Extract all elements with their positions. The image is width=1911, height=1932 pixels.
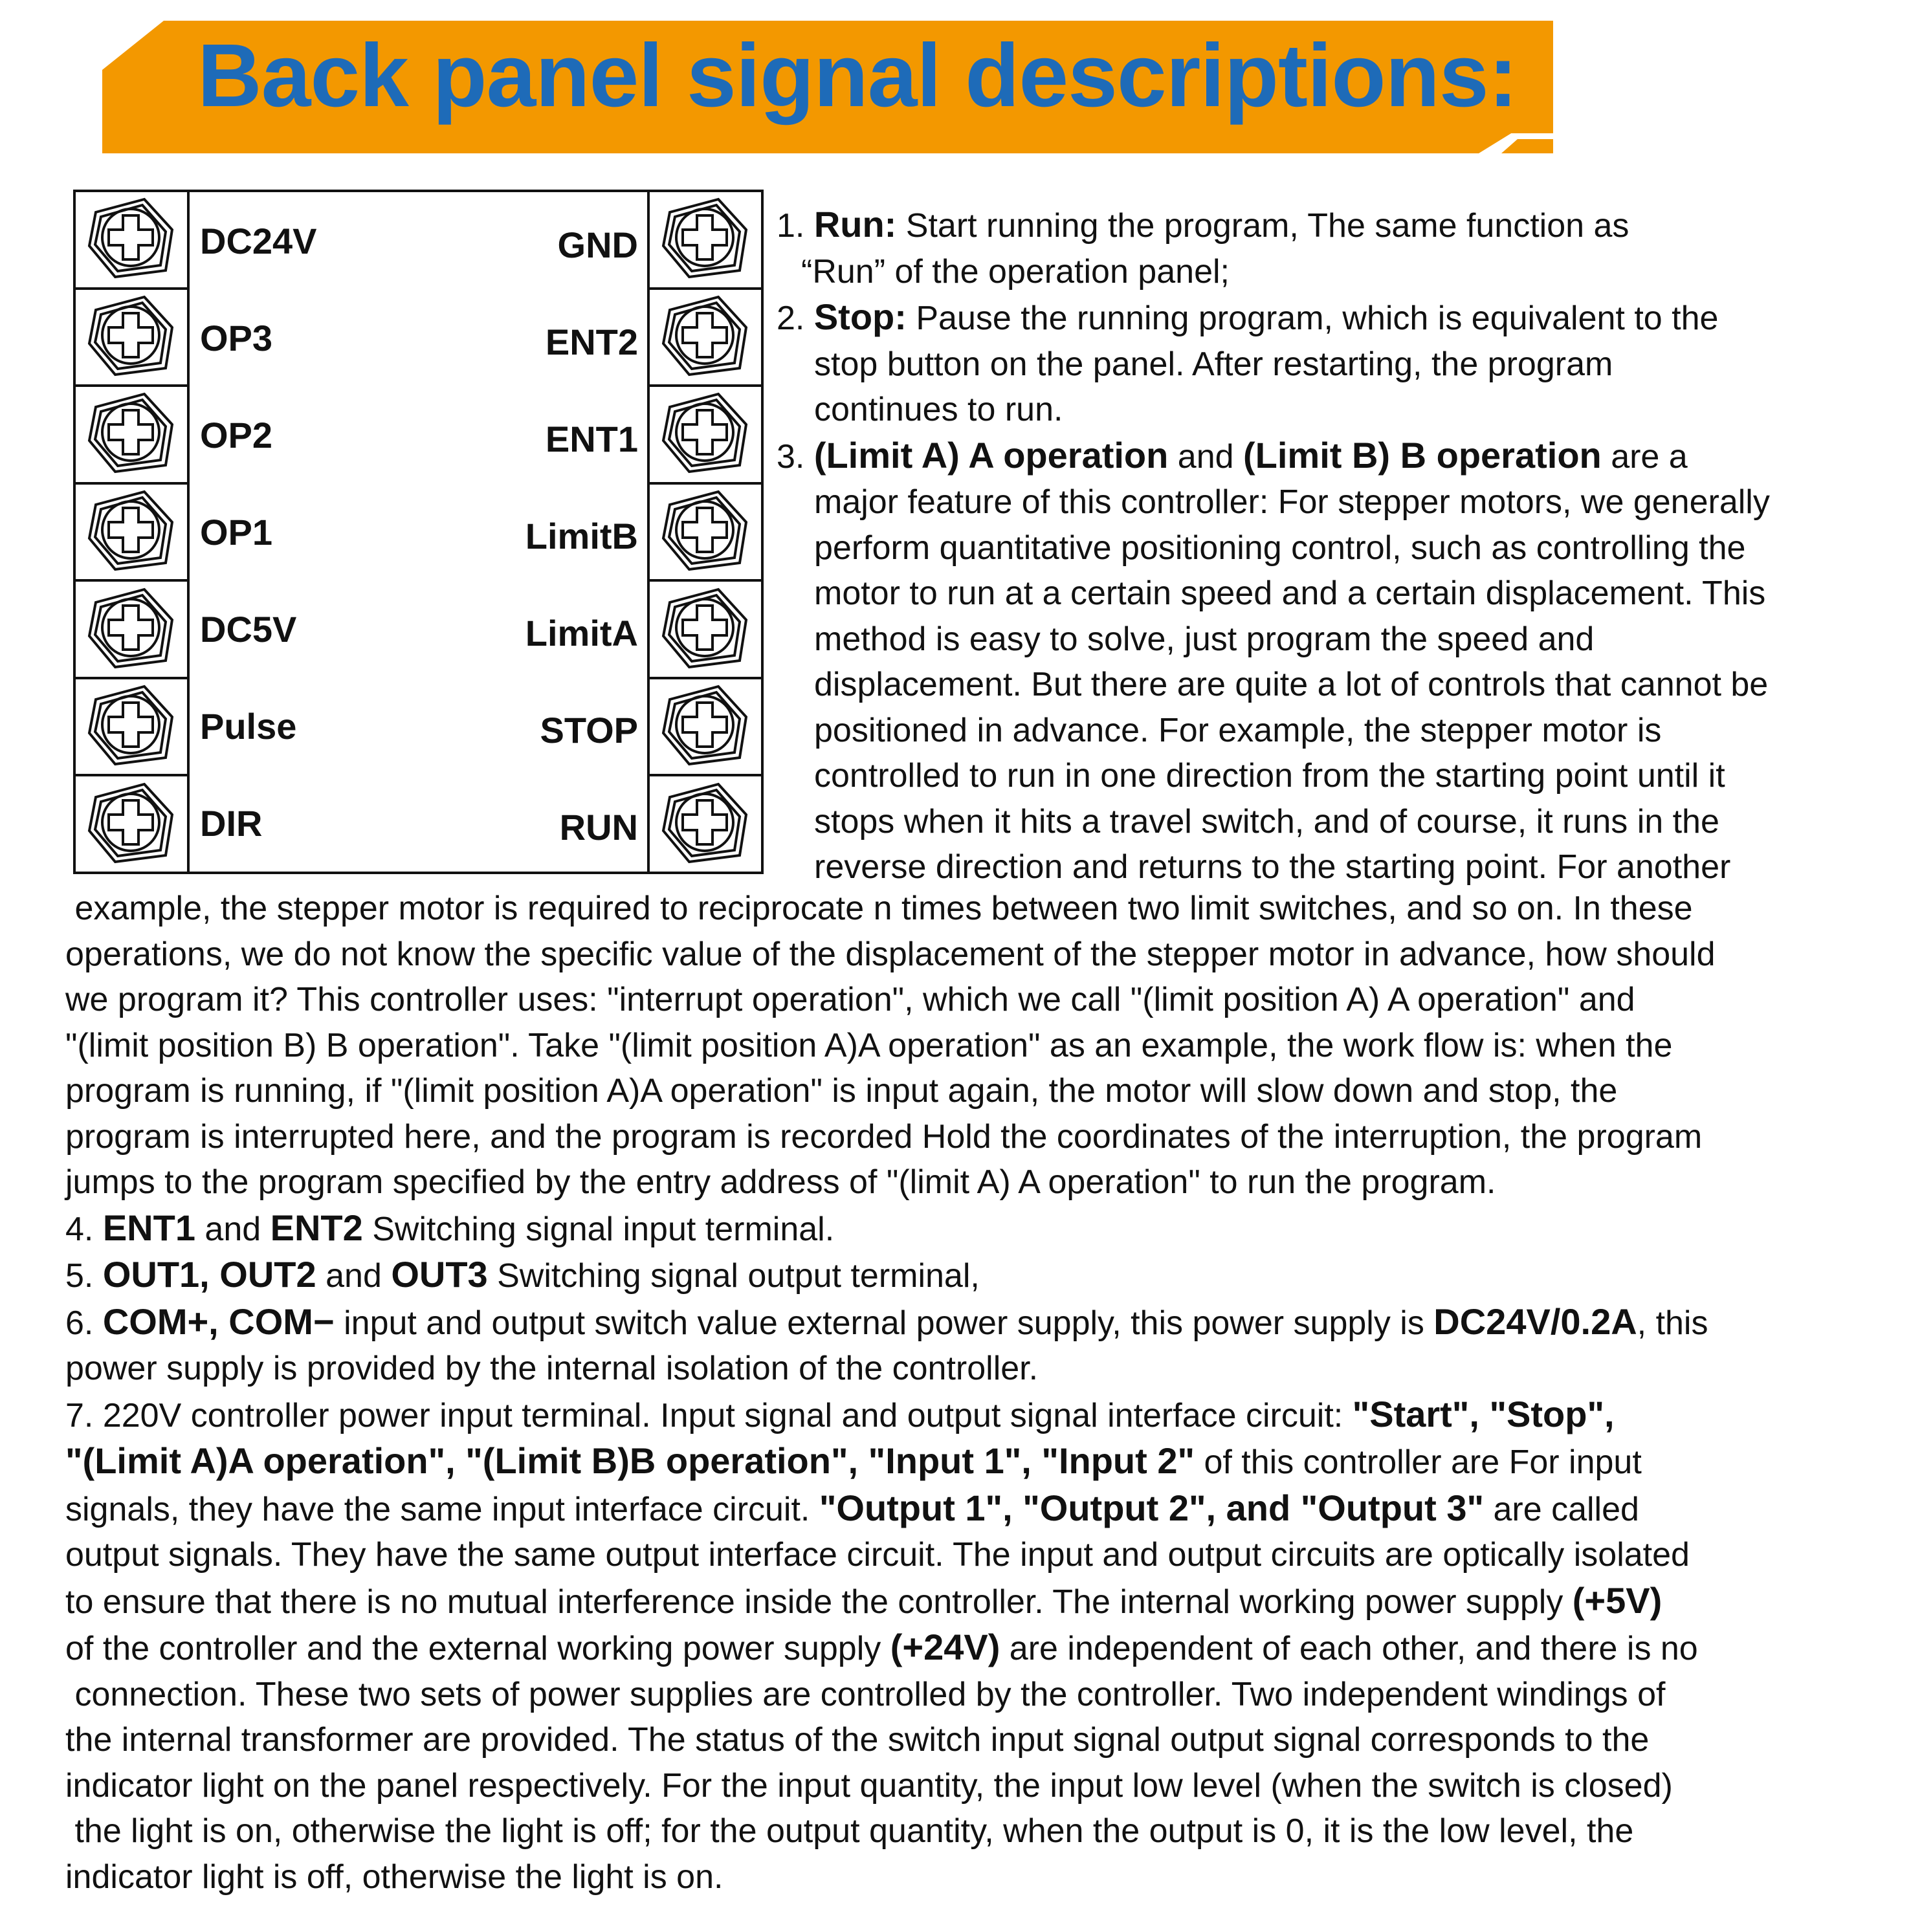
terminal-row [190,677,647,774]
screw-cell [650,290,761,388]
item-7-line-1: 7. 220V controller power input terminal. Input signal and output signal interface circuit: "Start", "Stop", [65,1393,1615,1434]
left-terminal-label: OP2 [200,414,273,456]
terminal-block [73,190,764,874]
right-terminal-label: ENT1 [545,418,638,459]
description-right-column [777,202,1770,890]
item-3-line-7: positioned in advance. For example, the stepper motor is [814,711,1662,749]
item-7-line-9: indicator light on the panel respectively. For the input quantity, the input low level (when the switch is closed) [65,1766,1673,1805]
screw-icon [83,389,180,479]
item-7-line-3: signals, they have the same input interface circuit. "Output 1", "Output 2", and "Output 3" are called [65,1487,1639,1528]
left-terminal-label: DIR [200,802,263,844]
item-3-line-11: example, the stepper motor is required to reciprocate n times between two limit switches, and so on. In these [65,890,1693,927]
terminal-row [190,483,647,580]
screw-cell [650,485,761,582]
terminal-row [190,192,647,289]
screw-cell [650,776,761,872]
item-7-line-4: output signals. They have the same output interface circuit. The input and output circuits are optically isolated [65,1536,1690,1574]
left-terminal-label: OP1 [200,511,273,553]
screw-icon [83,779,180,870]
item-7-line-7: connection. These two sets of power supplies are controlled by the controller. Two independent windings of [65,1675,1666,1713]
item-3-line-10: reverse direction and returns to the starting point. For another [814,848,1731,886]
item-7-line-5: to ensure that there is no mutual interference inside the controller. The internal working power supply (+5V) [65,1579,1662,1621]
left-terminal-label: DC5V [200,608,297,650]
right-terminal-label: GND [557,224,638,265]
right-terminal-label: ENT2 [545,321,638,362]
left-terminal-label: Pulse [200,705,297,747]
terminal-row [190,386,647,483]
item-3-line-9: stops when it hits a travel switch, and of course, it runs in the [814,802,1719,840]
item-3-line-15: program is running, if "(limit position A)A operation" is input again, the motor will slow down and stop, the [65,1072,1618,1110]
screw-icon [83,681,180,772]
screw-cell [76,387,187,485]
screw-cell [650,582,761,679]
item-6-line-1: 6. COM+, COM− input and output switch value external power supply, this power supply is DC24V/0.2A, this [65,1301,1708,1342]
left-terminal-label: DC24V [200,220,317,261]
item-3-line-13: we program it? This controller uses: "interrupt operation", which we call "(limit position A) A operation" and [65,981,1635,1018]
item-1-line-2: “Run” of the operation panel; [801,252,1230,291]
item-7-line-10: the light is on, otherwise the light is off; for the output quantity, when the output is 0, it is the low level, the [65,1812,1634,1850]
item-3-line-16: program is interrupted here, and the program is recorded Hold the coordinates of the interruption, the program [65,1117,1703,1156]
description-full-width [65,886,1716,1900]
right-terminal-label: LimitA [525,612,638,653]
item-3-line-3: perform quantitative positioning control, such as controlling the [814,529,1746,567]
screw-icon [657,292,754,382]
terminal-row [190,774,647,872]
item-7-line-2: "(Limit A)A operation", "(Limit B)B operation", "Input 1", "Input 2" of this controller are For input [65,1440,1642,1481]
item-2-line-3: continues to run. [814,391,1063,428]
screw-cell [76,192,187,290]
screw-cell [76,776,187,872]
terminal-labels [190,192,647,872]
item-6-line-2: power supply is provided by the internal isolation of the controller. [65,1350,1039,1387]
item-4: 4. ENT1 and ENT2 Switching signal input terminal. [65,1207,835,1248]
item-5: 5. OUT1, OUT2 and OUT3 Switching signal output terminal, [65,1254,980,1295]
screw-cell [650,679,761,777]
screw-icon [657,194,754,285]
screw-cell [650,387,761,485]
screw-cell [76,582,187,679]
left-terminal-label: OP3 [200,317,273,358]
item-3-line-5: method is easy to solve, just program the speed and [814,620,1595,658]
item-3-line-1: 3. (Limit A) A operation and (Limit B) B operation are a [777,434,1688,476]
screw-cell [76,290,187,388]
item-2-line-1: 2. Stop: Pause the running program, which is equivalent to the [777,296,1719,337]
item-7-line-8: the internal transformer are provided. The status of the switch input signal output signal corresponds to the [65,1721,1650,1759]
left-screw-column [76,192,190,872]
header-banner [0,0,1911,168]
item-3-line-8: controlled to run in one direction from the starting point until it [814,757,1725,795]
right-screw-column [647,192,761,872]
terminal-row [190,580,647,677]
screw-cell [76,679,187,777]
screw-icon [83,292,180,382]
item-3-line-17: jumps to the program specified by the entry address of "(limit A) A operation" to run the program. [65,1163,1496,1201]
item-3-line-4: motor to run at a certain speed and a certain displacement. This [814,575,1766,612]
screw-icon [657,584,754,675]
screw-cell [650,192,761,290]
screw-cell [76,485,187,582]
item-3-line-12: operations, we do not know the specific value of the displacement of the stepper motor in advance, how should [65,935,1716,973]
screw-icon [83,584,180,675]
screw-icon [657,681,754,772]
screw-icon [657,779,754,870]
screw-icon [83,194,180,285]
item-1-line-1: 1. Run: Start running the program, The same function as [777,204,1629,245]
right-terminal-label: RUN [559,806,638,848]
item-3-line-14: "(limit position B) B operation". Take "(limit position A)A operation" as an example, the work flow is: when the [65,1026,1673,1064]
screw-icon [83,487,180,577]
screw-icon [657,487,754,577]
item-3-line-2: major feature of this controller: For stepper motors, we generally [814,483,1770,521]
item-2-line-2: stop button on the panel. After restarting, the program [814,345,1613,383]
item-7-line-11: indicator light is off, otherwise the light is on. [65,1858,724,1896]
right-terminal-label: STOP [540,709,638,751]
item-3-line-6: displacement. But there are quite a lot of controls that cannot be [814,666,1769,703]
page-title: Back panel signal descriptions: [197,26,1518,126]
item-7-line-6: of the controller and the external working power supply (+24V) are independent of each other, and there is no [65,1627,1698,1667]
right-terminal-label: LimitB [525,515,638,556]
terminal-row [190,289,647,386]
screw-icon [657,389,754,479]
